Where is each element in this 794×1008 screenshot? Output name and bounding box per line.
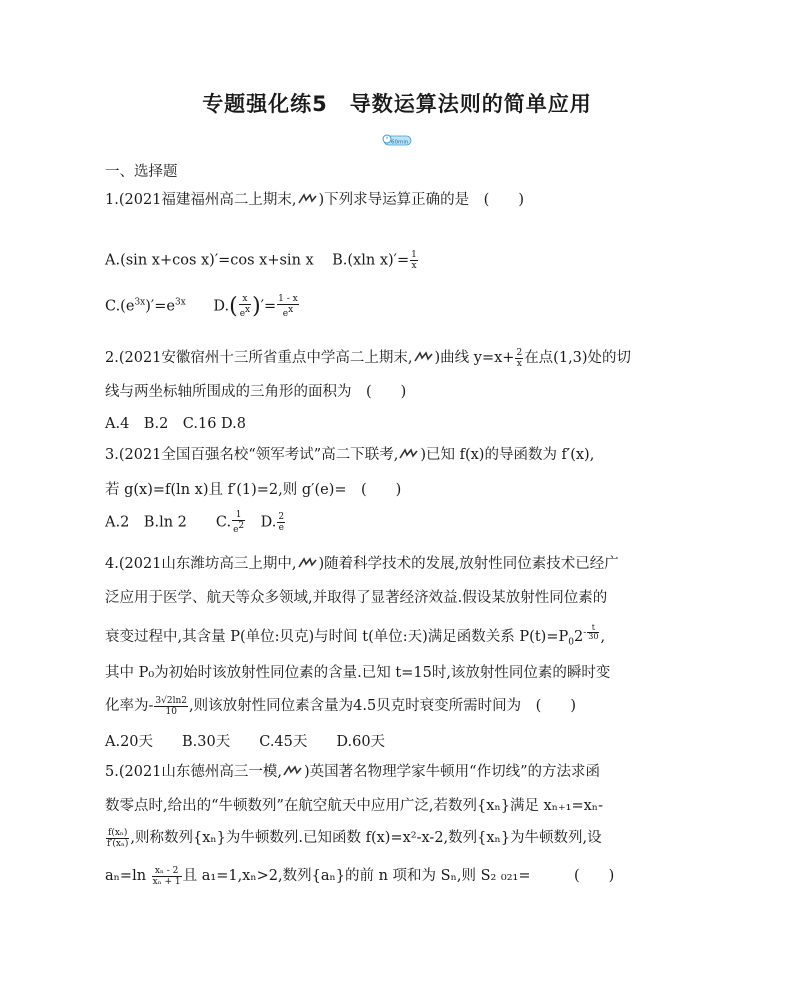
question-2-line-1: 2.(2021安徽宿州十三所省重点中学高二上期末, )曲线 y=x+ $\frac{2}{x}$ 在点(1,3)处的切 — [105, 347, 632, 369]
question-1-options-cd: $C.(e^{3x})'=e^{3x}$ D.( $\frac{x}{e^x}$ )′= $\frac{1 - x}{e^x}$ — [105, 294, 298, 319]
q1-option-d-fraction: $\frac{1 - x}{e^x}$ — [278, 294, 298, 319]
page-title: 专题强化练5 导数运算法则的简单应用 — [202, 92, 592, 116]
math-fraction: $\frac{2}{x}$ — [516, 347, 523, 369]
difficulty-icon — [398, 448, 420, 460]
math-fraction: $\frac{2}{e}$ — [278, 512, 285, 533]
math-glyph: x — [288, 305, 294, 315]
question-3-line-2: 若 g(x)=f(ln x)且 f′(1)=2,则 g′(e)= ( ) — [105, 482, 402, 498]
q1-option-d: D. — [213, 298, 230, 315]
math-fraction: $\frac{\text{f(xₙ)}}{\text{f′(xₙ)}}$ — [107, 827, 129, 849]
math-fraction: $\frac{t}{30}$ — [588, 623, 599, 641]
section-heading: 一、选择题 — [105, 164, 178, 180]
q1-stem-b: )下列求导运算正确的是 ( ) — [318, 192, 524, 208]
timer-icon — [382, 134, 412, 146]
math-glyph: - t 30 — [583, 623, 599, 641]
math-glyph: 3x — [134, 297, 146, 308]
difficulty-icon — [413, 351, 435, 363]
math-glyph: x — [245, 305, 251, 315]
q1-option-c: C.(e — [105, 298, 135, 315]
question-5-line-4: aₙ=ln $\frac{\text{xₙ - 2}}{\text{xₙ + 1}}$ 且 a₁=1,xₙ>2,数列{aₙ}的前 n 项和为 Sₙ,则 S₂ ₀₂₁= ( ) — [105, 865, 615, 887]
q1-stem-a: 1.(2021福建福州高二上期末, — [105, 192, 297, 208]
math-glyph: ( — [229, 294, 238, 319]
question-4-line-3: 衰变过程中,其含量 P(单位:贝克)与时间 t(单位:天)满足函数关系 $P(t)=P_02^{- \frac{t}{30}}$ , — [105, 623, 606, 648]
timer-label: 60min — [391, 139, 409, 146]
question-3-line-1: 3.(2021全国百强名校“领军考试”高二下联考, )已知 f(x)的导函数为 f′(x), — [105, 447, 595, 463]
math-fraction: $\frac{1}{e^2}$ — [233, 510, 245, 535]
question-4-options: A.20天 B.30天 C.45天 D.60天 — [105, 734, 386, 750]
q1-option-b: B.(xln x)′= — [332, 252, 410, 269]
question-5-line-2: 数零点时,给出的“牛顿数列”在航空航天中应用广泛,若数列{xₙ}满足 xₙ₊₁=xₙ- — [105, 798, 603, 814]
math-fraction: $\frac{\text{xₙ - 2}}{\text{xₙ + 1}}$ — [152, 865, 181, 887]
math-glyph: 3x — [174, 297, 186, 308]
q1-option-a: A.(sin x+cos x)′=cos x+sin x — [105, 252, 314, 269]
math-fraction: $\frac{x}{e^x}$ — [239, 294, 251, 319]
question-5-line-3: $\frac{\text{f(xₙ)}}{\text{f′(xₙ)}}$ ,则称数列{xₙ}为牛顿数列.已知函数 f(x)=x²-x-2,数列{xₙ}为牛顿数列,设 — [107, 827, 602, 849]
question-3-options: A.2 B.ln 2 C. $\frac{1}{e^2}$ D. $\frac{2}{e}$ — [105, 510, 285, 535]
question-2-line-2: 线与两坐标轴所围成的三角形的面积为 ( ) — [105, 384, 407, 400]
question-4-line-5: 化率为- $\frac{3√2\ln 2}{10}$ ,则该放射性同位素含量为4.5贝克时衰变所需时间为 ( ) — [105, 695, 576, 717]
question-4-line-2: 泛应用于医学、航天等众多领域,并取得了显著经济效益.假设某放射性同位素的 — [105, 590, 608, 606]
question-5-line-1: 5.(2021山东德州高三一模, )英国著名物理学家牛顿用“作切线”的方法求函 — [105, 764, 600, 780]
question-1-options-ab — [105, 250, 419, 271]
q1-option-b-fraction: $\frac{1}{x}$ — [411, 250, 417, 271]
difficulty-icon — [297, 193, 319, 205]
math-glyph: ) — [252, 294, 261, 319]
question-1-stem — [105, 188, 524, 209]
difficulty-icon — [297, 557, 319, 569]
difficulty-icon — [282, 765, 304, 777]
question-4-line-1: 4.(2021山东潍坊高三上期中, )随着科学技术的发展,放射性同位素技术已经广 — [105, 556, 619, 572]
math-glyph: 2 — [238, 521, 245, 531]
question-4-line-4: 其中 P₀为初始时该放射性同位素的含量.已知 t=15时,该放射性同位素的瞬时变 — [105, 665, 611, 681]
math-fraction: $\frac{3√2\ln 2}{10}$ — [155, 695, 187, 717]
question-2-options: A.4 B.2 C.16 D.8 — [105, 416, 246, 432]
math-glyph: 0 — [568, 637, 574, 648]
